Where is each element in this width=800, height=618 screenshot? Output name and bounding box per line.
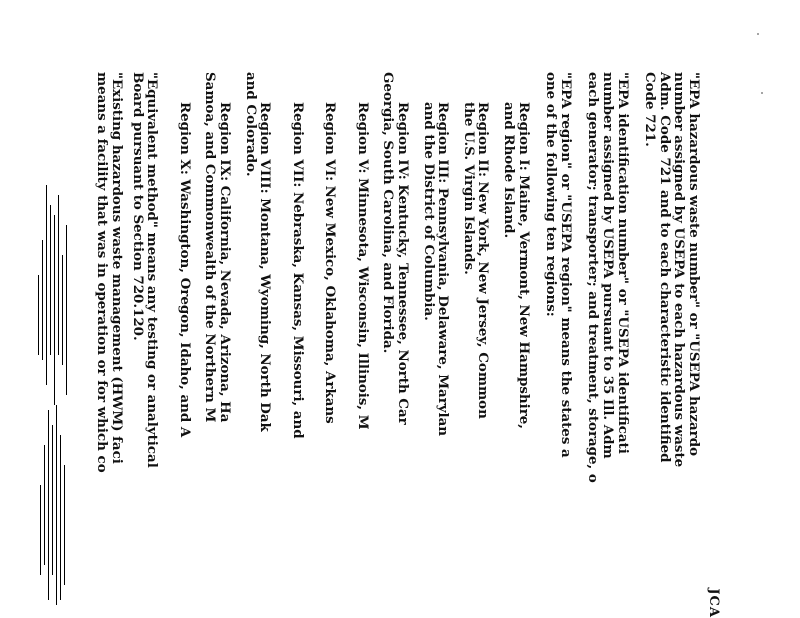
scan-artifact-bar — [58, 195, 59, 355]
scan-artifact-bar — [52, 425, 53, 575]
definition-epa-hazardous-waste-number: "EPA hazardous waste number" or "USEPA hazardo number assigned by USEPA to each hazardous waste Adm. Code 721 and to each characteristic identified Code 721. — [642, 72, 702, 468]
scan-artifact-bar — [62, 255, 63, 365]
scan-artifact-bar — [66, 225, 67, 395]
scan-speck — [761, 92, 763, 94]
scan-artifact-bar — [38, 275, 39, 355]
scan-barcode-artifact — [36, 185, 76, 615]
scan-artifact-bar — [44, 445, 45, 565]
region-4: Region IV: Kentucky, Tennessee, North Car Georgia, South Carolina, and Florida. — [380, 72, 412, 425]
scan-artifact-bar — [40, 485, 41, 575]
page-header: JCA — [706, 588, 721, 618]
definition-existing-hwm-facility: "Existing hazardous waste management (HWM) faci means a facility that was in operation or for which co — [94, 72, 125, 473]
scan-artifact-bar — [54, 215, 55, 405]
scan-artifact-bar — [48, 410, 49, 600]
scan-artifact-bar — [42, 240, 43, 360]
scan-artifact-bar — [56, 405, 57, 605]
scan-artifact-bar — [50, 205, 51, 355]
scan-artifact-bar — [60, 435, 61, 600]
region-3: Region III: Pennsylvania, Delaware, Marylan and the District of Columbia. — [420, 102, 452, 437]
definition-epa-identification-number: "EPA identification number" or "USEPA identificati number assigned by USEPA pursuant to 35 Ill. Adm each generator; transporter; and treatment, storage, o — [585, 72, 631, 483]
definition-epa-region: "EPA region" or "USEPA region" means the states a one of the following ten regions: — [543, 72, 574, 458]
scan-artifact-bar — [64, 465, 65, 585]
scan-artifact-bar — [46, 185, 47, 385]
rotated-document-text — [94, 72, 721, 618]
scan-speck — [757, 33, 759, 35]
region-8: Region VIII: Montana, Wyoming, North Dak and Colorado. — [242, 72, 274, 432]
region-5: Region V: Minnesota, Wisconsin, Illinois, M — [354, 102, 371, 430]
region-2: Region II: New York, New Jersey, Common the U.S. Virgin Islands. — [460, 102, 492, 419]
region-9: Region IX: California, Nevada, Arizona, Ha Samoa, and Commonwealth of the Northern M — [202, 72, 233, 423]
region-7: Region VII: Nebraska, Kansas, Missouri, and — [289, 102, 306, 439]
region-6: Region VI: New Mexico, Oklahoma, Arkans — [322, 102, 339, 424]
region-10: Region X: Washington, Oregon, Idaho, and A — [176, 102, 193, 438]
definition-equivalent-method: "Equivalent method" means any testing or analytical Board pursuant to Section 720.120. — [129, 72, 161, 468]
region-1: Region I: Maine, Vermont, New Hampshire, and Rhode Island. — [501, 102, 532, 429]
